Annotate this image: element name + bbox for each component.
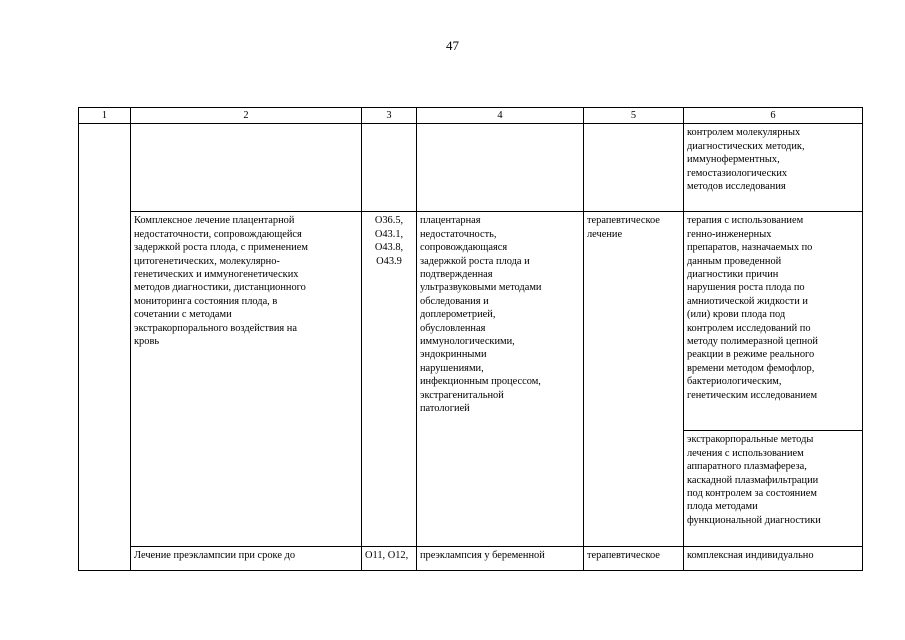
text-line: O43.9	[376, 255, 402, 267]
table-cell	[417, 124, 584, 212]
text-line: бактериологическим,	[687, 376, 782, 388]
text-line: диагностики причин	[687, 269, 779, 281]
text-line: O43.8,	[374, 242, 404, 254]
text-line: инфекционным процессом,	[420, 376, 541, 388]
method-continuation-cell	[684, 124, 863, 212]
text-line: каскадной плазмафильтрации	[687, 474, 819, 486]
patient-model-cell	[417, 212, 584, 547]
icd-codes-cell: O11, O12,	[362, 547, 417, 571]
header-col-6: 6	[684, 108, 863, 124]
text-line: лечения с использованием	[687, 447, 804, 459]
text-line: O43.1,	[374, 228, 404, 240]
text-line: задержкой роста плода, с применением	[134, 242, 308, 254]
treatment-method-cell	[684, 431, 863, 547]
text-line: методов исследования	[687, 181, 786, 193]
text-line: контролем исследований по	[687, 322, 811, 334]
group-number-cell	[79, 124, 131, 571]
text-line: экстрагенитальной	[420, 389, 504, 401]
text-line: препаратов, назначаемых по	[687, 242, 813, 254]
text-line: O36.5,	[374, 215, 404, 227]
text-line: иммунологическими,	[420, 336, 515, 348]
text-line: задержкой роста плода и	[420, 255, 530, 267]
text-line: диагностических методик,	[687, 140, 805, 152]
text-line: иммуноферментных,	[687, 154, 780, 166]
text-line: гемостазиологических	[687, 167, 788, 179]
text-line: терапия с использованием	[687, 215, 804, 227]
header-col-4: 4	[417, 108, 584, 124]
text-line: кровь	[134, 336, 160, 348]
header-col-3: 3	[362, 108, 417, 124]
treatment-type-cell	[584, 212, 684, 547]
table-row	[79, 124, 863, 212]
text-line: методов диагностики, дистанционного	[134, 282, 306, 294]
procedure-name-cell	[131, 212, 362, 547]
text-line: нарушения роста плода по	[687, 282, 805, 294]
text-line: генно-инженерных	[687, 228, 772, 240]
text-line: под контролем за состоянием	[687, 488, 817, 500]
text-line: ультразвуковыми методами	[420, 282, 542, 294]
text-line: времени методом фемофлор,	[687, 362, 815, 374]
text-line: сопровождающаяся	[420, 242, 508, 254]
text-line: недостаточность,	[420, 228, 497, 240]
header-col-1: 1	[79, 108, 131, 124]
text-line: плацентарная	[420, 215, 481, 227]
text-line: недостаточности, сопровождающейся	[134, 228, 302, 240]
table-cell	[584, 124, 684, 212]
table-cell	[362, 124, 417, 212]
text-line: лечение	[587, 228, 623, 240]
header-col-2: 2	[131, 108, 362, 124]
header-col-5: 5	[584, 108, 684, 124]
header-row	[79, 108, 863, 124]
text-line: функциональной диагностики	[687, 514, 821, 526]
text-line: генетическим исследованием	[687, 389, 818, 401]
text-line: патологией	[420, 403, 470, 415]
text-line: методу полимеразной цепной	[687, 336, 818, 348]
table-row	[79, 547, 863, 571]
table-cell	[131, 124, 362, 212]
treatment-method-cell: комплексная индивидуально	[684, 547, 863, 571]
page-number: 47	[446, 38, 459, 53]
text-line: экстракорпорального воздействия на	[134, 322, 297, 334]
text-line: мониторинга состояния плода, в	[134, 295, 278, 307]
text-line: реакции в режиме реального	[687, 349, 815, 361]
table-row	[79, 212, 863, 431]
text-line: обследования и	[420, 295, 489, 307]
text-line: (или) крови плода под	[687, 309, 786, 321]
text-line: терапевтическое	[587, 215, 660, 227]
procedures-table	[78, 107, 863, 571]
text-line: амниотической жидкости и	[687, 295, 808, 307]
icd-codes-cell	[362, 212, 417, 547]
treatment-method-cell	[684, 212, 863, 431]
text-line: обусловленная	[420, 322, 486, 334]
text-line: нарушениями,	[420, 362, 484, 374]
patient-model-cell: преэклампсия у беременной	[417, 547, 584, 571]
text-line: генетических и иммуногенетических	[134, 269, 299, 281]
text-line: аппаратного плазмафереза,	[687, 461, 807, 473]
text-line: Комплексное лечение плацентарной	[134, 215, 295, 227]
treatment-type-cell: терапевтическое	[584, 547, 684, 571]
text-line: данным проведенной	[687, 255, 782, 267]
text-line: сочетании с методами	[134, 309, 232, 321]
text-line: экстракорпоральные методы	[687, 434, 814, 446]
text-line: доплерометрией,	[420, 309, 496, 321]
text-line: подтвержденная	[420, 269, 493, 281]
procedure-name-cell: Лечение преэклампсии при сроке до	[131, 547, 362, 571]
text-line: контролем молекулярных	[687, 127, 801, 139]
text-line: эндокринными	[420, 349, 487, 361]
text-line: плода методами	[687, 501, 758, 513]
text-line: цитогенетических, молекулярно-	[134, 255, 280, 267]
